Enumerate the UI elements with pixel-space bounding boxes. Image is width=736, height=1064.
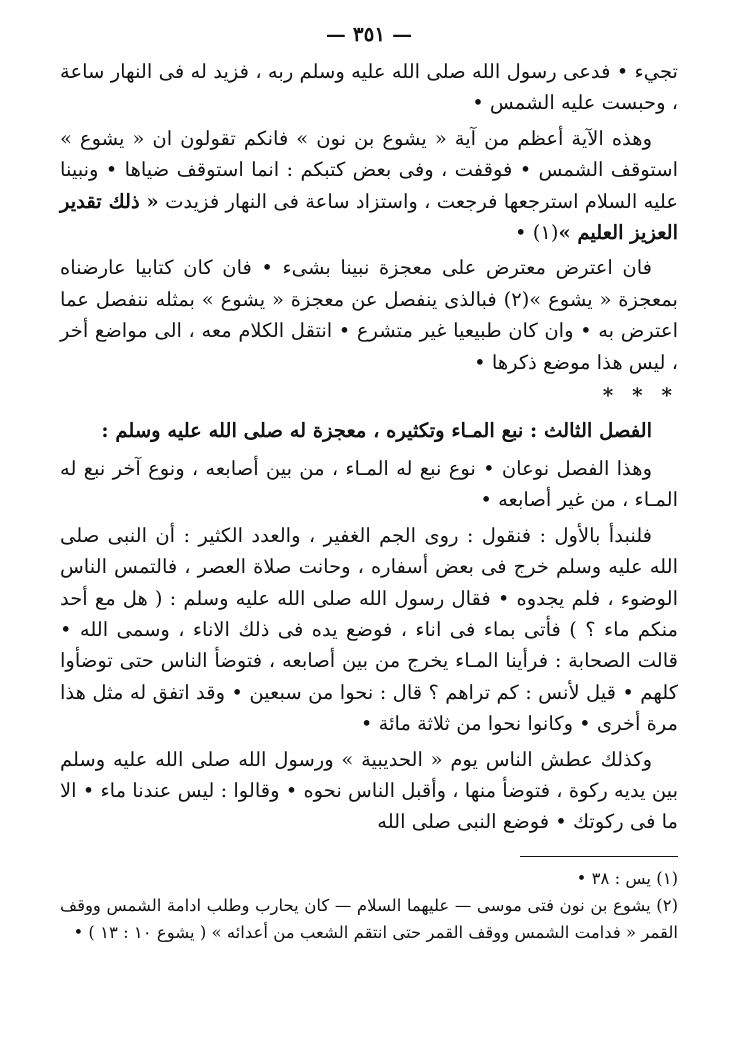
footnote-1: (١) يس : ٣٨ • <box>576 868 678 888</box>
paragraph-3: فان اعترض معترض على معجزة نبينا بشىء • فان كان كتابيا عارضناه بمعجزة « يشوع »(٢) فبالذى ينفصل عن معجزة « يشوع » بمثله ننفصل عما اعترض به • وان كان طبيعيا غير متشرع • انتقل الكلام معه ، الى مواضع أخر ، ليس هذا موضع ذكرها • <box>60 256 678 374</box>
section-heading: الفصل الثالث : نبع المـاء وتكثيره ، معجزة له صلى الله عليه وسلم : <box>101 419 652 443</box>
footnotes <box>60 865 678 946</box>
paragraph-2-text: وهذه الآية أعظم من آية « يشوع بن نون » فانكم تقولون ان « يشوع » استوقف الشمس • فوقفت ، وفى بعض كتبكم : انما استوقف ضياها • ونبينا عليه السلام استرجعها فرجعت ، واستزاد ساعة فى النهار فزيدت <box>60 126 678 213</box>
page-number: — ٣٥١ — <box>325 22 413 46</box>
paragraph-5: فلنبدأ بالأول : فنقول : روى الجم الغفير ، والعدد الكثير : أن النبى صلى الله عليه وسلم خرج فى بعض أسفاره ، وحانت صلاة العصر ، فالتمس الناس الوضوء ، فلم يجدوه • فقال رسول الله صلى الله عليه وسلم : ( هل مع أحد منكم ماء ؟ ) فأتى بماء فى اناء ، فوضع يده فى ذلك الاناء ، وسمى الله • قالت الصحابة : فرأينا المـاء يخرج من بين أصابعه ، فتوضأ الناس حتى توضأوا كلهم • قيل لأنس : كم تراهم ؟ قال : نحوا من سبعين • وقد اتفق له مثل هذا مرة أخرى • وكانوا نحوا من ثلاثة مائة • <box>60 523 678 736</box>
paragraph-2 <box>60 123 678 249</box>
footnote-ref-1: (١) • <box>515 221 559 245</box>
paragraph-6: وكذلك عطش الناس يوم « الحديبية » ورسول الله صلى الله عليه وسلم بين يديه ركوة ، فتوضأ منها ، وأقبل الناس نحوه • وقالوا : ليس عندنا ماء • الا ما فى ركوتك • فوضع النبى صلى الله <box>60 747 678 834</box>
footnote-2: (٢) يشوع بن نون فتى موسى — عليهما السلام — كان يحارب وطلب ادامة الشمس ووقف القمر « فدامت الشمس ووقف القمر حتى انتقم الشعب من أعدائه » ( يشوع ١٠ : ١٣ ) • <box>60 895 678 942</box>
paragraph-1: تجيء • فدعى رسول الله صلى الله عليه وسلم ربه ، فزيد له فى النهار ساعة ، وحبست عليه الشمس • <box>60 60 678 115</box>
paragraph-4: وهذا الفصل نوعان • نوع نبع له المـاء ، من بين أصابعه ، ونوع آخر نبع له المـاء ، من غير أصابعه • <box>60 456 678 512</box>
section-divider-stars: * * * <box>602 383 678 408</box>
quran-quote: « ذلك تقدير العزيز العليم » <box>60 189 678 245</box>
footnote-divider <box>520 856 678 857</box>
body-text <box>60 56 678 838</box>
